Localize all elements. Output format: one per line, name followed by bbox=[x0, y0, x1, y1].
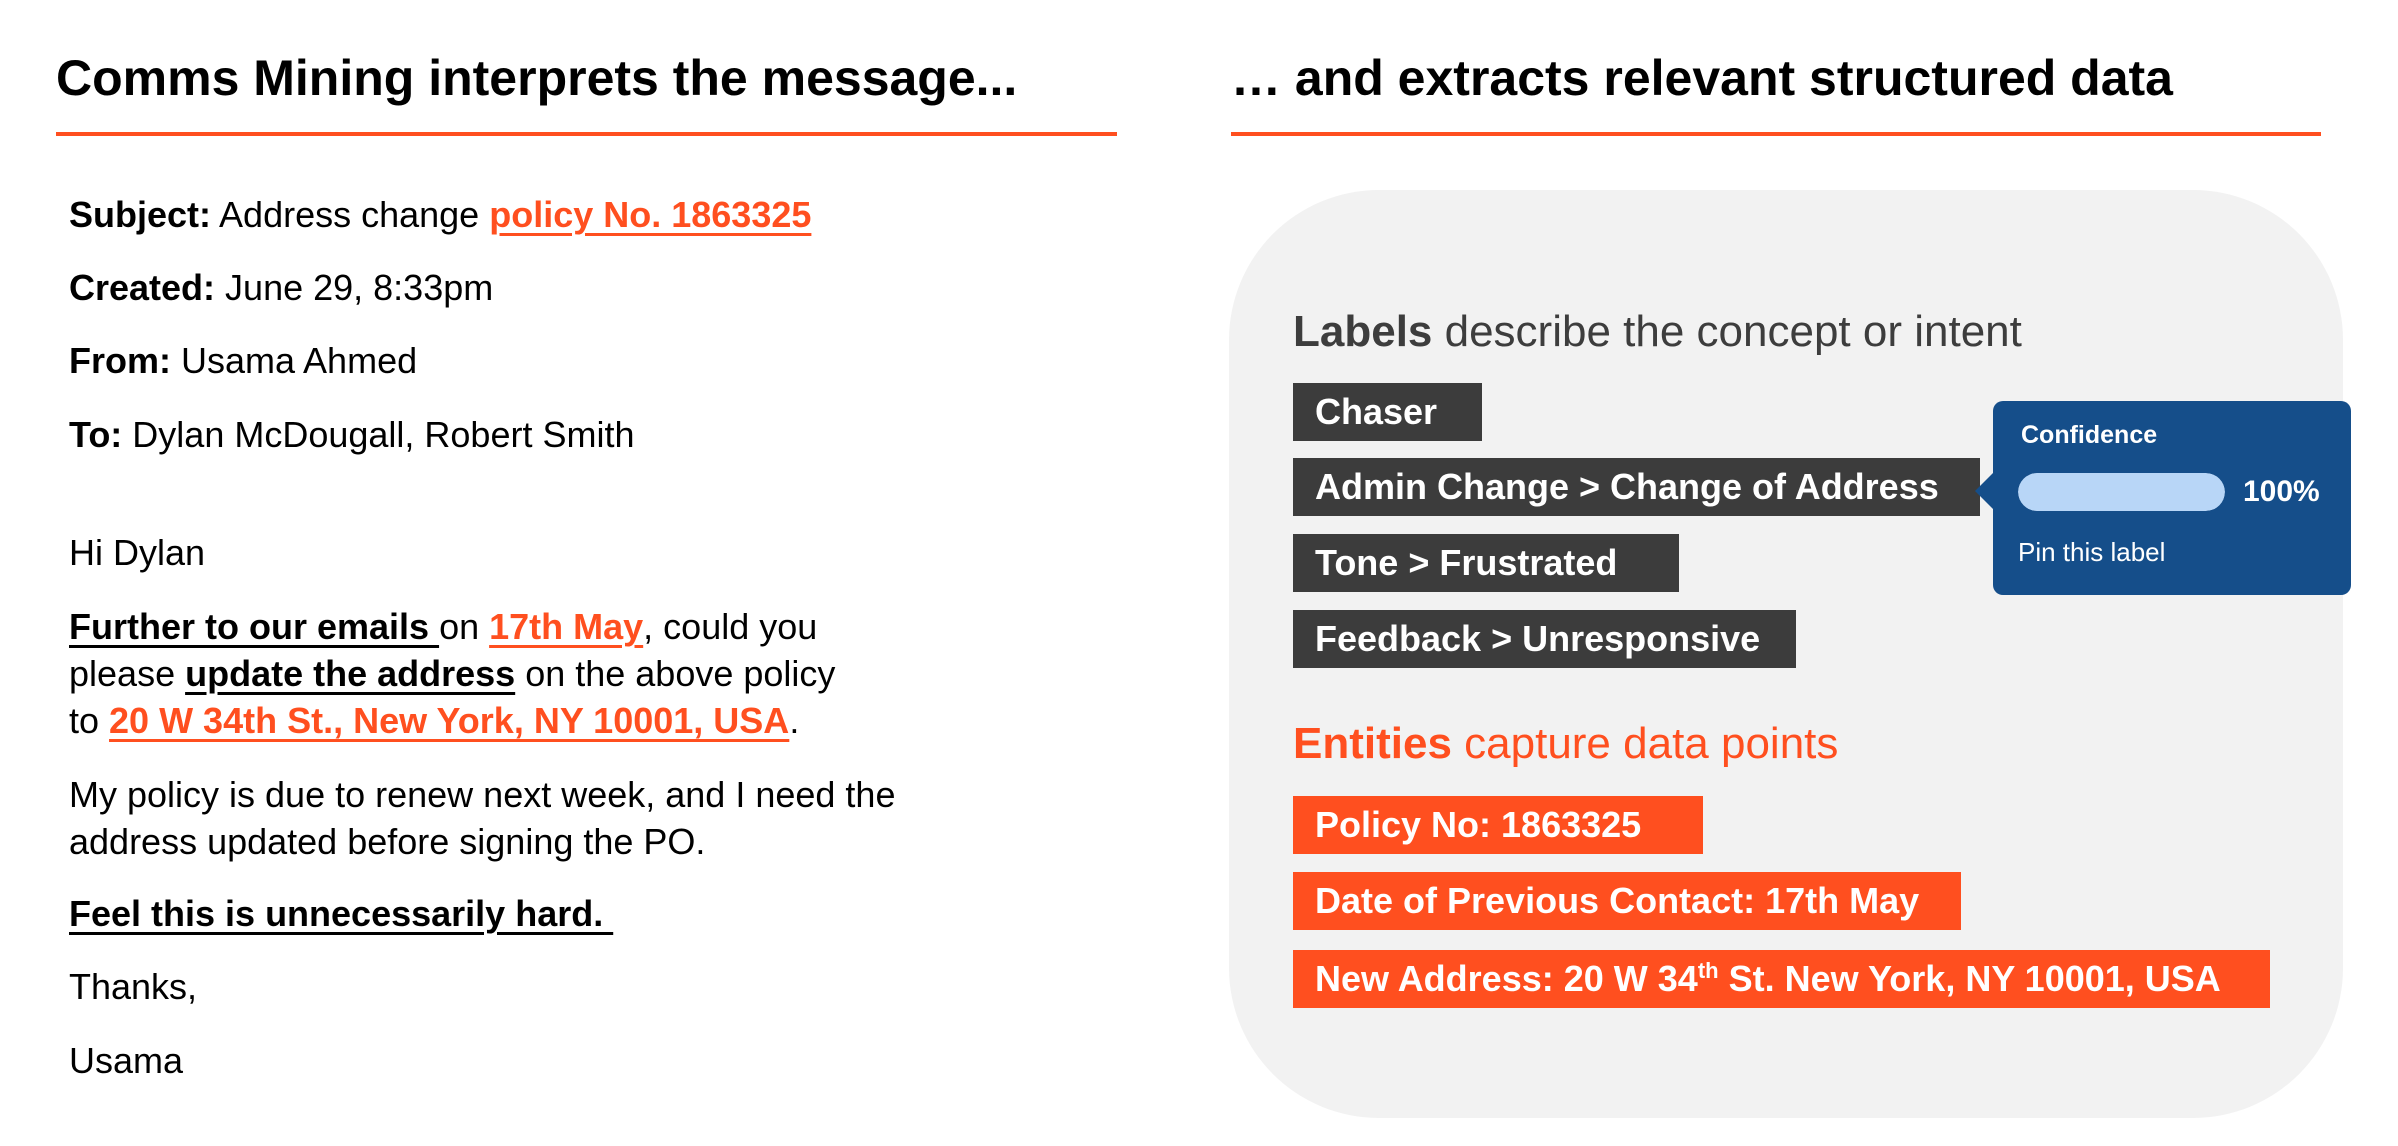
entities-title-strong: Entities bbox=[1293, 719, 1452, 768]
labels-title-rest: describe the concept or intent bbox=[1432, 307, 2022, 356]
body-text-above: on the above policy bbox=[515, 653, 836, 694]
from-label: From: bbox=[69, 340, 171, 381]
date-highlight: 17th May bbox=[489, 606, 644, 647]
email-greeting: Hi Dylan bbox=[69, 532, 206, 573]
confidence-value: 100% bbox=[2243, 475, 2320, 508]
to-value: Dylan McDougall, Robert Smith bbox=[122, 414, 635, 455]
from-value: Usama Ahmed bbox=[171, 340, 418, 381]
pin-label-link[interactable]: Pin this label bbox=[2018, 537, 2166, 567]
email-body-renew-1: My policy is due to renew next week, and I need the bbox=[69, 774, 896, 815]
email-body-line-3 bbox=[69, 698, 799, 744]
body-text-on: on bbox=[439, 606, 490, 647]
label-chip-feedback-unresponsive[interactable]: Feedback > Unresponsive bbox=[1293, 610, 1796, 668]
left-heading: Comms Mining interprets the message... bbox=[56, 50, 1018, 106]
confidence-tooltip bbox=[1993, 401, 2351, 595]
entity-chip-new-address[interactable] bbox=[1293, 950, 2270, 1008]
label-chip-tone-frustrated[interactable]: Tone > Frustrated bbox=[1293, 534, 1679, 592]
email-thanks: Thanks, bbox=[69, 966, 198, 1007]
email-body-renew-2: address updated before signing the PO. bbox=[69, 821, 706, 862]
email-body-line-2 bbox=[69, 651, 835, 697]
email-body-frustration bbox=[69, 891, 613, 937]
entity-chip-previous-contact-date[interactable]: Date of Previous Contact: 17th May bbox=[1293, 872, 1961, 930]
to-label: To: bbox=[69, 414, 123, 455]
address-prefix: New Address: 20 W 34 bbox=[1315, 958, 1698, 999]
address-superscript: th bbox=[1697, 958, 1719, 983]
created-label: Created: bbox=[69, 267, 216, 308]
frustration-highlight: Feel this is unnecessarily hard. bbox=[69, 893, 614, 934]
email-to bbox=[69, 412, 635, 458]
emails-highlight: Further to our emails bbox=[69, 606, 440, 647]
email-created bbox=[69, 265, 493, 311]
right-heading-rule bbox=[1231, 132, 2321, 136]
body-text-to: to bbox=[69, 700, 110, 741]
body-text-period: . bbox=[789, 700, 800, 741]
email-body-line-1 bbox=[69, 604, 817, 650]
labels-title-strong: Labels bbox=[1293, 307, 1433, 356]
right-heading: … and extracts relevant structured data bbox=[1231, 50, 2173, 106]
update-address-highlight: update the address bbox=[185, 653, 516, 694]
email-signature: Usama bbox=[69, 1040, 184, 1081]
address-suffix: St. New York, NY 10001, USA bbox=[1718, 958, 2221, 999]
body-text-could: , could you bbox=[643, 606, 818, 647]
confidence-bar-fill bbox=[2018, 473, 2225, 511]
confidence-title: Confidence bbox=[2021, 421, 2158, 449]
label-chip-change-of-address[interactable]: Admin Change > Change of Address bbox=[1293, 458, 1980, 516]
email-subject bbox=[69, 192, 811, 238]
created-value: June 29, 8:33pm bbox=[215, 267, 494, 308]
entities-section-title bbox=[1293, 718, 1838, 770]
address-highlight: 20 W 34th St., New York, NY 10001, USA bbox=[109, 700, 790, 741]
body-text-please: please bbox=[69, 653, 186, 694]
confidence-bar bbox=[2018, 473, 2225, 511]
labels-section-title bbox=[1293, 306, 2022, 358]
subject-policy-highlight: policy No. 1863325 bbox=[489, 194, 812, 235]
left-heading-rule bbox=[56, 132, 1117, 136]
entities-title-rest: capture data points bbox=[1451, 719, 1839, 768]
entity-chip-policy-number[interactable]: Policy No: 1863325 bbox=[1293, 796, 1703, 854]
label-chip-chaser[interactable]: Chaser bbox=[1293, 383, 1482, 441]
tooltip-pointer bbox=[1975, 472, 1994, 510]
subject-label: Subject: bbox=[69, 194, 212, 235]
email-from bbox=[69, 338, 417, 384]
subject-text: Address change bbox=[211, 194, 490, 235]
